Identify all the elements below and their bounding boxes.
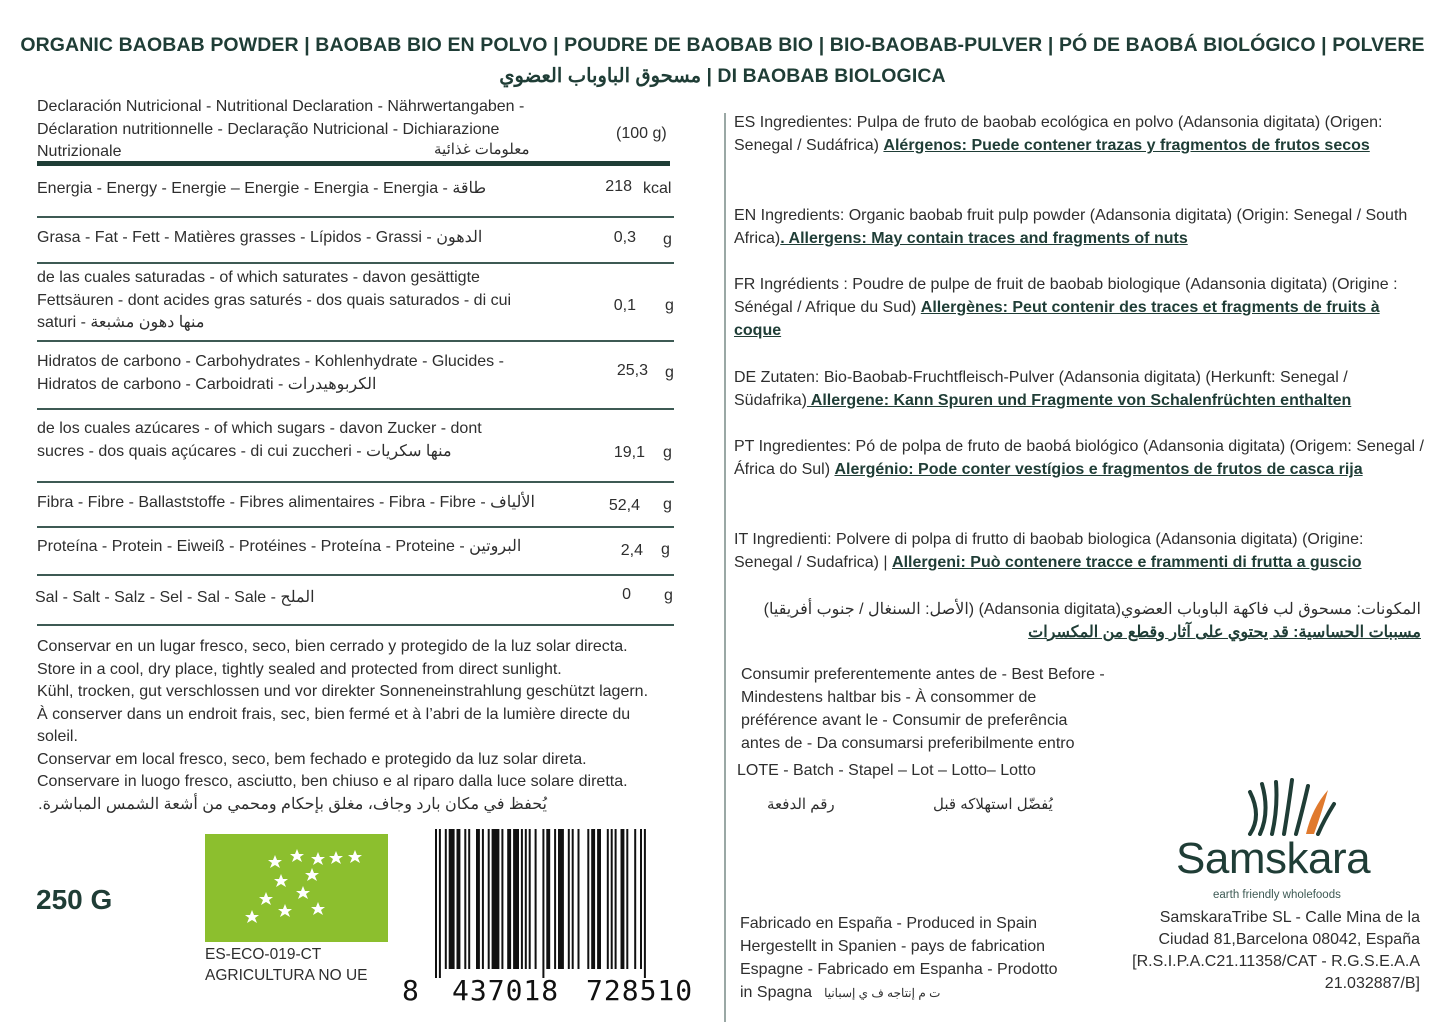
saturates-unit: g — [665, 297, 674, 314]
product-title-line-1: ORGANIC BAOBAB POWDER | BAOBAB BIO EN POLVO | POUDRE DE BAOBAB BIO | BIO-BAOBAB-PULVER | PÓ DE BAOBÁ BIOLÓGICO | POLVERE — [20, 34, 1425, 56]
best-before-label-arabic: يُفضّل استهلاكه قبل — [933, 796, 1053, 813]
best-before-label: Consumir preferentemente antes de - Best Before - Mindestens haltbar bis - À consommer de préférence avant le - Consumir de preferência antes de - Da consumarsi preferibilmente entro — [741, 666, 1105, 752]
company-address: SamskaraTribe SL - Calle Mina de la Ciudad 81,Barcelona 08042, España [R.S.I.P.A.C21.11358/CAT - R.G.S.E.A.A 21.032887/B] — [1132, 909, 1420, 992]
samskara-tree-icon — [1244, 778, 1342, 836]
row-divider — [37, 624, 674, 626]
made-in-arabic: ت م إنتاجه ف ي إسبانيا — [824, 986, 941, 1000]
allergen-es: Alérgenos: Puede contener trazas y fragmentos de frutos secos — [883, 137, 1370, 154]
ingredients-es: ES Ingredientes: Pulpa de fruto de baobab ecológica en polvo (Adansonia digitata) (Origen: Senegal / Sudáfrica) Alérgenos: Puede contener trazas y fragmentos de frutos secos — [734, 114, 1383, 154]
allergen-fr: Allergènes: Peut contenir des traces et fragments de fruits à coque — [734, 299, 1380, 339]
made-in-spain: Fabricado en España - Produced in Spain Hergestellt in Spanien - pays de fabrication Espagne - Fabricado em Espanha - Prodotto in Spagna ت م إنتاجه ف ي إسبانيا — [740, 915, 1058, 1001]
nutrition-row-fibre: Fibra - Fibre - Ballaststoffe - Fibres alimentaires - Fibra - Fibre - الألياف — [37, 494, 535, 511]
column-divider — [724, 113, 726, 1022]
nutrition-row-protein: Proteína - Protein - Eiweiß - Protéines - Proteína - Proteine - البروتين — [37, 538, 522, 555]
row-divider — [37, 526, 674, 528]
salt-value: 0 — [622, 586, 631, 603]
row-divider — [37, 481, 674, 483]
allergen-ar: مسببات الحساسية: قد يحتوي على آثار وقطع من المكسرات — [1028, 624, 1421, 641]
nutrition-row-fat: Grasa - Fat - Fett - Matières grasses - Lípidos - Grassi - الدهون — [37, 229, 483, 246]
brand-name: Samskara — [1176, 834, 1371, 883]
nutrition-row-carbohydrates: Hidratos de carbono - Carbohydrates - Kohlenhydrate - Glucides - Hidratos de carbono - Carboidrati - الكربوهيدرات — [37, 353, 504, 393]
ingredients-en: EN Ingredients: Organic baobab fruit pulp powder (Adansonia digitata) (Origin: Senegal / South Africa). Allergens: May contain traces and fragments of nuts — [734, 207, 1408, 247]
nutrition-per-amount: (100 g) — [616, 125, 667, 142]
nutrition-row-saturates: de las cuales saturadas - of which saturates - davon gesättigte Fettsäuren - dont acides gras saturés - dos quais saturados - di cui saturi - منها دهون مشبعة — [37, 269, 512, 331]
barcode — [433, 829, 695, 978]
nutrition-row-sugars: de los cuales azúcares - of which sugars - davon Zucker - dont sucres - dos quais açúcares - di cui zuccheri - منها سكريات — [37, 420, 482, 460]
allergen-it: Allergeni: Può contenere tracce e frammenti di frutta a guscio — [892, 554, 1362, 571]
ingredients-pt: PT Ingredientes: Pó de polpa de fruto de baobá biológico (Adansonia digitata) (Origem: Senegal / África do Sul) Alergénio: Pode conter vestígios e fragmentos de frutos de casca rija — [734, 438, 1424, 478]
energy-value: 218 — [605, 178, 632, 195]
brand-tagline: earth friendly wholefoods — [1213, 889, 1341, 901]
row-divider — [37, 408, 674, 410]
barcode-digits-left: 437018 — [452, 974, 560, 1007]
barcode-digits-right: 728510 — [586, 974, 694, 1007]
storage-instructions: Conservar en un lugar fresco, seco, bien cerrado y protegido de la luz solar directa. Store in a cool, dry place, tightly sealed and protected from direct sunlight. Kühl, trocken, gut verschlossen und vor direkter Sonneneinstrahlung geschützt lagern. À conserver dans un endroit frais, sec, bien fermé et à l’abri de la lumière directe du soleil. Conservar em local fresco, seco, bem fechado e protegido da luz solar direta. Conservare in luogo fresco, asciutto, ben chiuso e al riparo dalla luce solare diretta. يُحفظ في مكان بارد وجاف، مغلق بإحكام ومحمي من أشعة الشمس المباشرة. — [37, 638, 649, 813]
saturates-value: 0,1 — [613, 297, 636, 314]
nutrition-row-salt: Sal - Salt - Salz - Sel - Sal - Sale - الملح — [35, 589, 315, 606]
sugars-value: 19,1 — [613, 444, 645, 461]
ingredients-fr: FR Ingrédients : Poudre de pulpe de fruit de baobab biologique (Adansonia digitata) (Origine : Sénégal / Afrique du Sud) Allergènes: Peut contenir des traces et fragments de fruits à coque — [734, 276, 1398, 339]
row-divider — [37, 574, 674, 576]
carbohydrates-value: 25,3 — [616, 362, 648, 379]
eu-organic-code: ES-ECO-019-CT AGRICULTURA NO UE — [205, 946, 368, 984]
allergen-en: . Allergens: May contain traces and fragments of nuts — [780, 230, 1188, 247]
net-weight: 250 G — [36, 884, 113, 915]
protein-unit: g — [661, 541, 670, 558]
ingredients-it: IT Ingredienti: Polvere di polpa di frutto di baobab biologica (Adansonia digitata) (Origine: Senegal / Sudafrica) | Allergeni: Può contenere tracce e frammenti di frutta a guscio — [734, 531, 1364, 571]
fat-value: 0,3 — [613, 229, 636, 246]
nutrition-header-arabic: معلومات غذائية — [434, 141, 530, 158]
table-header-rule — [37, 161, 670, 166]
allergen-pt: Alergénio: Pode conter vestígios e fragmentos de frutos de casca rija — [834, 461, 1363, 478]
row-divider — [37, 340, 674, 342]
fibre-unit: g — [663, 496, 672, 513]
protein-value: 2,4 — [620, 542, 643, 559]
energy-unit: kcal — [643, 180, 672, 197]
fibre-value: 52,4 — [608, 497, 640, 514]
allergen-de: Allergene: Kann Spuren und Fragmente von Schalenfrüchten enthalten — [806, 392, 1352, 409]
salt-unit: g — [664, 587, 673, 604]
ingredients-ar: المكونات: مسحوق لب فاكهة الباوباب العضوي(Adansonia digitata) (الأصل: السنغال / جنوب أفريقيا) مسببات الحساسية: قد يحتوي على آثار وقطع من المكسرات — [763, 601, 1421, 641]
ingredients-de: DE Zutaten: Bio-Baobab-Fruchtfleisch-Pulver (Adansonia digitata) (Herkunft: Senegal / Südafrika) Allergene: Kann Spuren und Fragmente von Schalenfrüchten enthalten — [734, 369, 1352, 409]
nutrition-row-energy: Energia - Energy - Energie – Energie - Energia - Energia - طاقة — [37, 180, 487, 197]
eu-organic-logo — [205, 834, 388, 942]
lot-label-arabic: رقم الدفعة — [767, 796, 835, 813]
barcode-digit-first: 8 — [402, 974, 420, 1007]
carbohydrates-unit: g — [665, 364, 674, 381]
row-divider — [37, 216, 674, 218]
nutrition-table-header: Declaración Nutricional - Nutritional Declaration - Nährwertangaben - Déclaration nutritionnelle - Declaração Nutricional - Dichiarazione Nutrizionale — [37, 98, 525, 160]
product-title-line-2: مسحوق الباوباب العضوي | DI BAOBAB BIOLOGICA — [499, 65, 946, 87]
lot-label: LOTE - Batch - Stapel – Lot – Lotto– Lotto — [737, 762, 1036, 779]
sugars-unit: g — [663, 444, 672, 461]
row-divider — [37, 262, 674, 264]
fat-unit: g — [663, 231, 672, 248]
